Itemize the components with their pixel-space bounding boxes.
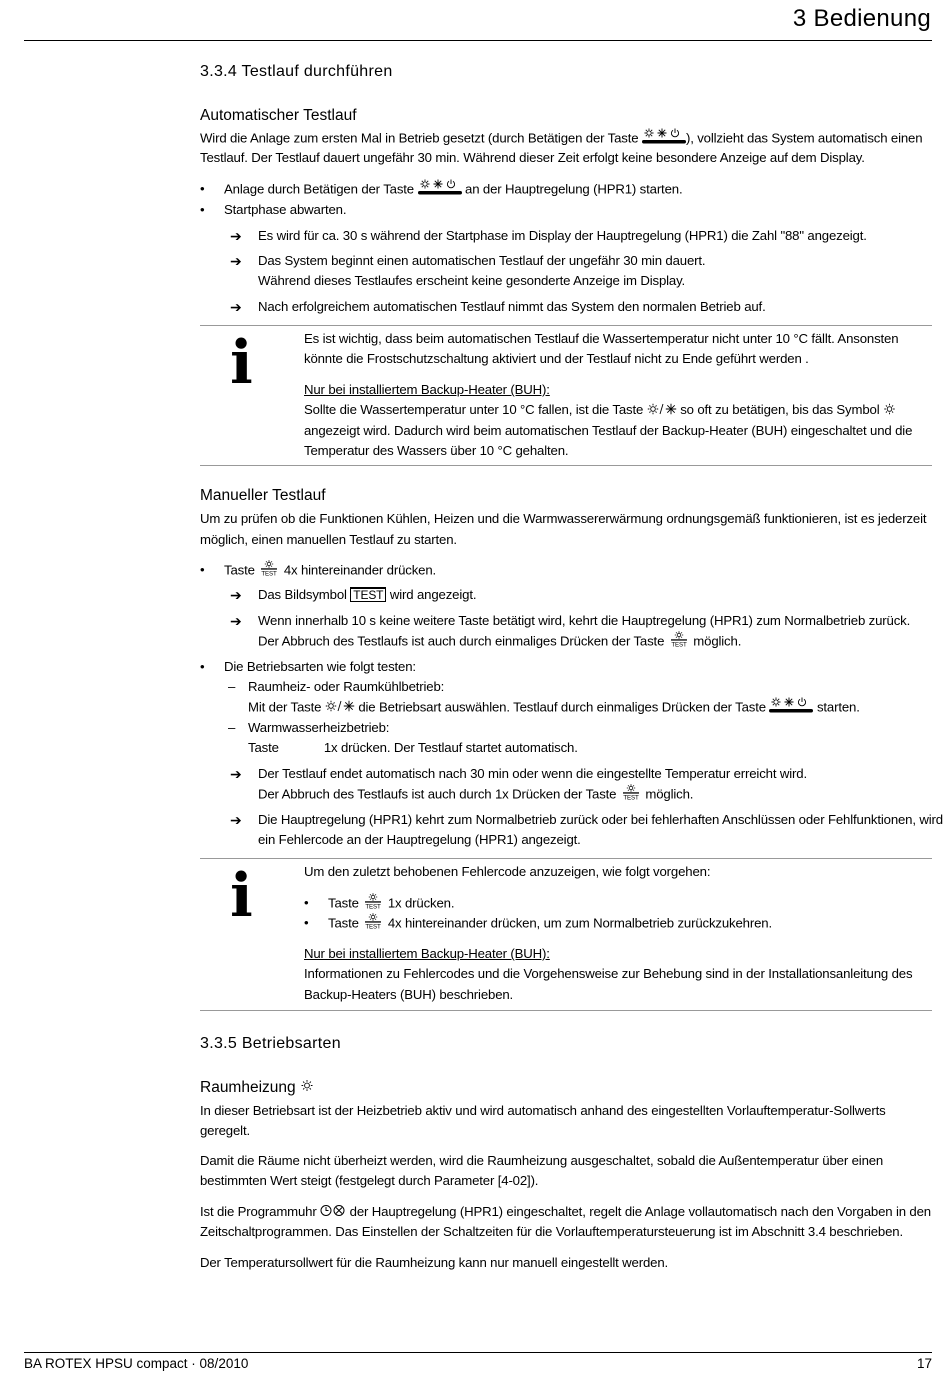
auto-p1c: Testlauf. Der Testlauf dauert ungefähr 30 min. Während dieser Zeit erfolgt keine besondere Anzeige auf dem Display. bbox=[200, 150, 865, 165]
header-rule bbox=[24, 40, 932, 41]
raum-p1a: In dieser Betriebsart ist der Heizbetrieb aktiv und wird automatisch anhand des eingestellten Vorlauftemperatur-Sollwerts bbox=[200, 1103, 886, 1118]
manual-result-2b: Der Abbruch des Testlaufs ist auch durch einmaliges Drücken der Taste TEST möglich. bbox=[258, 631, 741, 653]
info-box-2-bottom-rule bbox=[200, 1010, 932, 1011]
manueller-testlauf-title: Manueller Testlauf bbox=[200, 487, 326, 504]
info-box-1-bottom-rule bbox=[200, 465, 932, 466]
info1-line-2: könnte die Frostschutzschaltung aktiviert und der Testlauf nicht zu Ende geführt werden . bbox=[304, 351, 809, 366]
info2-line-1: Um den zuletzt behobenen Fehlercode anzuzeigen, wie folgt vorgehen: bbox=[304, 864, 711, 879]
footer-doc-id: BA ROTEX HPSU compact · 08/2010 bbox=[24, 1356, 249, 1371]
raum-p2b: bestimmten Wert steigt (festgelegt durch Parameter [4-02]). bbox=[200, 1173, 539, 1188]
dash-item-1: – Raumheiz- oder Raumkühlbetrieb: bbox=[228, 679, 445, 694]
auto-p1a: Wird die Anlage zum ersten Mal in Betrieb gesetzt (durch Betätigen der Taste bbox=[200, 130, 639, 146]
sun-heating-icon bbox=[300, 1079, 314, 1097]
heat-cool-power-button-icon bbox=[769, 697, 813, 719]
raum-p3a: Ist die Programmuhr der Hauptregelung (HPR1) eingeschaltet, regelt die Anlage vollautomatisch nach den Vorgaben in den bbox=[200, 1202, 931, 1223]
info-box-2-top-rule bbox=[200, 858, 932, 859]
auto-result-2: ➔ Das System beginnt einen automatischen Testlauf der ungefähr 30 min dauert. bbox=[230, 253, 706, 269]
test-button-icon bbox=[620, 784, 642, 806]
heat-cool-toggle-icon bbox=[325, 698, 355, 718]
arrow-icon: ➔ bbox=[230, 228, 242, 244]
manual-result-2: ➔ Wenn innerhalb 10 s keine weitere Taste betätigt wird, kehrt die Hauptregelung (HPR1) zum Normalbetrieb zurück. bbox=[230, 613, 911, 629]
info1-line-3b: so oft zu betätigen, bis das Symbol bbox=[680, 402, 880, 417]
arrow-icon: ➔ bbox=[230, 766, 242, 782]
chapter-header: 3 Bedienung bbox=[792, 5, 931, 32]
sun-heating-icon bbox=[883, 401, 896, 421]
dash-item-1-detail: Mit der Taste die Betriebsart auswählen. Testlauf durch einmaliges Drücken der Taste starten. bbox=[248, 697, 860, 719]
auto-p1b: ), vollzieht das System automatisch einen bbox=[685, 130, 923, 146]
heat-cool-toggle-icon bbox=[647, 401, 677, 421]
info1-line-1: Es ist wichtig, dass beim automatischen Testlauf die Wassertemperatur nicht unter 10 °C fällt. Ansonsten bbox=[304, 331, 899, 346]
section-3-3-4-title: 3.3.4 Testlauf durchführen bbox=[200, 63, 393, 80]
dash-item-2-detail: Taste 1x drücken. Der Testlauf startet automatisch. bbox=[248, 740, 578, 755]
manual-result-3b: Der Abbruch des Testlaufs ist auch durch 1x Drücken der Taste TEST möglich. bbox=[258, 784, 693, 806]
test-button-icon bbox=[362, 913, 384, 935]
raum-p4: Der Temperatursollwert für die Raumheizung kann nur manuell eingestellt werden. bbox=[200, 1255, 669, 1270]
arrow-icon: ➔ bbox=[230, 587, 242, 603]
auto-result-3: ➔ Nach erfolgreichem automatischen Testlauf nimmt das System den normalen Betrieb auf. bbox=[230, 299, 766, 315]
manual-result-4b: ein Fehlercode an der Hauptregelung (HPR1) angezeigt. bbox=[258, 832, 581, 847]
svg-text:TEST: TEST bbox=[365, 923, 381, 929]
info-box-1-top-rule bbox=[200, 325, 932, 326]
manual-bullet-2: • Die Betriebsarten wie folgt testen: bbox=[224, 657, 416, 677]
info2-buh-heading: Nur bei installiertem Backup-Heater (BUH): bbox=[304, 946, 550, 961]
page-number: 17 bbox=[916, 1356, 932, 1371]
raum-p1b: geregelt. bbox=[200, 1123, 250, 1138]
info2-line-3: Backup-Heaters (BUH) beschrieben. bbox=[304, 987, 514, 1002]
svg-text:TEST: TEST bbox=[671, 641, 687, 647]
test-button-icon bbox=[258, 560, 280, 582]
heat-cool-power-button-icon bbox=[418, 179, 462, 201]
test-button-icon bbox=[362, 893, 384, 915]
info2-bullet-1: • Taste TEST 1x drücken. bbox=[328, 893, 454, 915]
svg-text:TEST: TEST bbox=[261, 570, 277, 576]
dash-item-2: – Warmwasserheizbetrieb: bbox=[228, 720, 390, 735]
manual-result-3: ➔ Der Testlauf endet automatisch nach 30 min oder wenn die eingestellte Temperatur erreicht wird. bbox=[230, 766, 807, 782]
arrow-icon: ➔ bbox=[230, 613, 242, 629]
test-display-symbol: TEST bbox=[350, 587, 386, 602]
auto-result-2b: Während dieses Testlaufes erscheint keine gesonderte Anzeige im Display. bbox=[258, 273, 686, 288]
footer-rule bbox=[24, 1352, 932, 1353]
timer-icon bbox=[320, 1203, 346, 1223]
manual-result-4: ➔ Die Hauptregelung (HPR1) kehrt zum Normalbetrieb zurück oder bei fehlerhaften Anschlüssen oder Fehlfunktionen, wird bbox=[230, 812, 943, 828]
manual-p1: Um zu prüfen ob die Funktionen Kühlen, Heizen und die Warmwassererwärmung ordnungsgemäß funktionieren, ist es jederzeit bbox=[200, 511, 927, 526]
info-icon: i bbox=[230, 328, 253, 398]
svg-text:TEST: TEST bbox=[623, 794, 639, 800]
info-icon: i bbox=[230, 861, 253, 931]
raumheizung-title: Raumheizung bbox=[200, 1079, 314, 1097]
raum-p2a: Damit die Räume nicht überheizt werden, wird die Raumheizung ausgeschaltet, sobald die Außentemperatur über einen bbox=[200, 1153, 884, 1168]
section-3-3-5-title: 3.3.5 Betriebsarten bbox=[200, 1035, 341, 1052]
info2-line-2: Informationen zu Fehlercodes und die Vorgehensweise zur Behebung sind in der Installationsanleitung des bbox=[304, 966, 913, 981]
manual-result-1: ➔ Das Bildsymbol TEST wird angezeigt. bbox=[230, 587, 477, 603]
info1-line-5: Temperatur des Wassers über 10 °C gehalten. bbox=[304, 443, 569, 458]
auto-testlauf-title: Automatischer Testlauf bbox=[200, 107, 357, 124]
heat-cool-power-button-icon bbox=[642, 128, 686, 150]
raum-p3c: Zeitschaltprogrammen. Das Einstellen der Schaltzeiten für die Vorlauftemperatursteuerung ist im Abschnitt 3.4 beschrieben. bbox=[200, 1224, 903, 1239]
auto-bullet-1: • Anlage durch Betätigen der Taste an der Hauptregelung (HPR1) starten. bbox=[224, 179, 682, 201]
info1-line-3a: Sollte die Wassertemperatur unter 10 °C fallen, ist die Taste bbox=[304, 402, 644, 417]
info1-buh-heading: Nur bei installiertem Backup-Heater (BUH): bbox=[304, 382, 550, 397]
auto-bullet-2: • Startphase abwarten. bbox=[224, 200, 346, 220]
manual-bullet-1: • Taste TEST 4x hintereinander drücken. bbox=[224, 560, 436, 582]
auto-result-1: ➔ Es wird für ca. 30 s während der Startphase im Display der Hauptregelung (HPR1) die Zahl "88" angezeigt. bbox=[230, 228, 867, 244]
manual-p2: möglich, einen manuellen Testlauf zu starten. bbox=[200, 532, 457, 547]
info2-bullet-2: • Taste TEST 4x hintereinander drücken, um zum Normalbetrieb zurückzukehren. bbox=[328, 913, 772, 935]
test-button-icon bbox=[668, 631, 690, 653]
arrow-icon: ➔ bbox=[230, 299, 242, 315]
info1-line-4: angezeigt wird. Dadurch wird beim automatischen Testlauf der Backup-Heater (BUH) eingeschaltet und die bbox=[304, 423, 913, 438]
svg-text:TEST: TEST bbox=[365, 903, 381, 909]
arrow-icon: ➔ bbox=[230, 253, 242, 269]
arrow-icon: ➔ bbox=[230, 812, 242, 828]
